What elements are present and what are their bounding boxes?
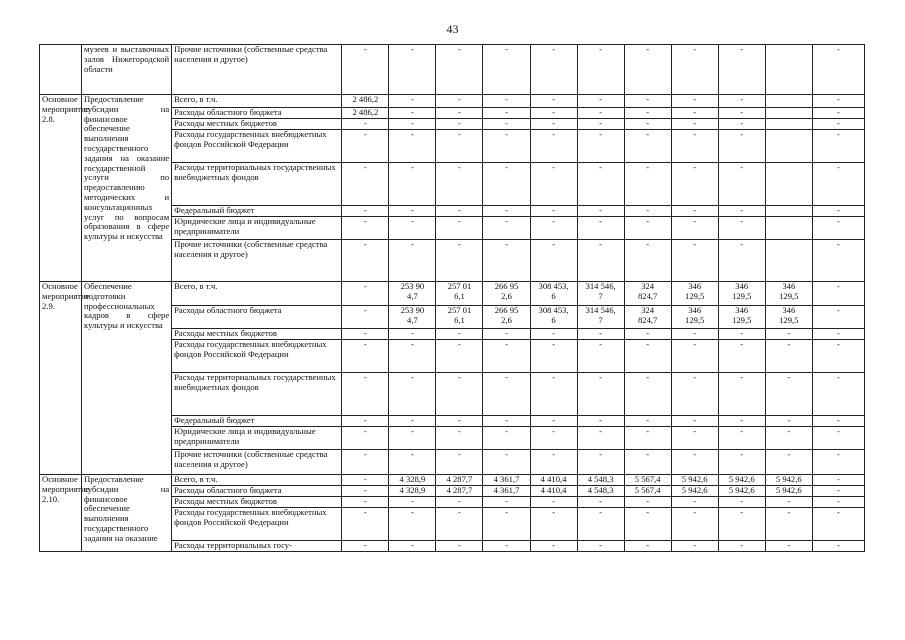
value-cell: - xyxy=(483,450,530,475)
value-cell: - xyxy=(765,373,812,416)
value-cell: - xyxy=(624,497,671,508)
value-cell: 4 361,7 xyxy=(483,486,530,497)
value-cell: - xyxy=(530,497,577,508)
value-cell: - xyxy=(765,329,812,340)
value-cell: - xyxy=(436,497,483,508)
value-cell: 5 942,6 xyxy=(671,486,718,497)
funding-source-cell: Расходы территориальных государственных внебюджетных фондов xyxy=(172,373,342,416)
value-cell: - xyxy=(718,95,765,108)
value-cell: - xyxy=(624,130,671,163)
value-cell: - xyxy=(671,217,718,240)
value-cell: - xyxy=(765,508,812,541)
funding-source-cell: Всего, в т.ч. xyxy=(172,95,342,108)
table-row xyxy=(40,475,865,486)
value-cell: - xyxy=(718,163,765,206)
value-cell: - xyxy=(718,508,765,541)
value-cell: - xyxy=(765,541,812,552)
measure-name-cell: Обеспечение подготовки профессиональных кадров в сфере культуры и искусства xyxy=(82,282,172,475)
value-cell: - xyxy=(483,217,530,240)
value-cell: 346 129,5 xyxy=(765,282,812,306)
value-cell: - xyxy=(483,163,530,206)
value-cell: - xyxy=(530,329,577,340)
value-cell: - xyxy=(812,206,864,217)
value-cell: - xyxy=(718,240,765,282)
value-cell: - xyxy=(389,240,436,282)
value-cell: 4 361,7 xyxy=(483,475,530,486)
value-cell: - xyxy=(389,508,436,541)
value-cell: - xyxy=(812,45,864,95)
value-cell: - xyxy=(342,373,389,416)
value-cell: - xyxy=(812,163,864,206)
funding-source-cell: Расходы местных бюджетов xyxy=(172,497,342,508)
value-cell: - xyxy=(342,163,389,206)
value-cell: 346 129,5 xyxy=(718,306,765,329)
value-cell: - xyxy=(483,119,530,130)
value-cell: - xyxy=(342,329,389,340)
funding-source-cell: Расходы государственных внебюджетных фондов Российской Федерации xyxy=(172,340,342,373)
value-cell: - xyxy=(389,329,436,340)
value-cell: - xyxy=(812,240,864,282)
value-cell: 324 824,7 xyxy=(624,306,671,329)
value-cell: - xyxy=(812,130,864,163)
activity-cell xyxy=(40,45,82,95)
value-cell: - xyxy=(671,119,718,130)
value-cell: - xyxy=(389,416,436,427)
value-cell: - xyxy=(342,427,389,450)
value-cell: - xyxy=(765,497,812,508)
value-cell: - xyxy=(812,108,864,119)
value-cell: - xyxy=(342,206,389,217)
value-cell: - xyxy=(436,541,483,552)
funding-source-cell: Расходы государственных внебюджетных фондов Российской Федерации xyxy=(172,508,342,541)
value-cell: - xyxy=(389,45,436,95)
value-cell: - xyxy=(530,206,577,217)
value-cell: - xyxy=(671,373,718,416)
value-cell xyxy=(765,217,812,240)
value-cell: - xyxy=(530,450,577,475)
value-cell: - xyxy=(530,373,577,416)
value-cell: - xyxy=(624,206,671,217)
value-cell: - xyxy=(342,240,389,282)
value-cell: - xyxy=(530,130,577,163)
funding-source-cell: Всего, в т.ч. xyxy=(172,282,342,306)
value-cell: - xyxy=(436,450,483,475)
funding-source-cell: Расходы территориальных государственных внебюджетных фондов xyxy=(172,163,342,206)
value-cell: - xyxy=(436,206,483,217)
value-cell: 346 129,5 xyxy=(671,306,718,329)
value-cell: - xyxy=(342,45,389,95)
value-cell: 5 567,4 xyxy=(624,486,671,497)
value-cell: - xyxy=(436,508,483,541)
value-cell: - xyxy=(577,541,624,552)
value-cell xyxy=(765,130,812,163)
value-cell: - xyxy=(389,450,436,475)
value-cell: - xyxy=(389,340,436,373)
value-cell: - xyxy=(530,108,577,119)
value-cell: - xyxy=(577,163,624,206)
value-cell: 346 129,5 xyxy=(765,306,812,329)
value-cell: - xyxy=(812,541,864,552)
value-cell: - xyxy=(436,416,483,427)
value-cell: - xyxy=(765,340,812,373)
value-cell: - xyxy=(577,119,624,130)
value-cell: 308 453, 6 xyxy=(530,306,577,329)
value-cell: 4 287,7 xyxy=(436,486,483,497)
value-cell: 308 453, 6 xyxy=(530,282,577,306)
value-cell: - xyxy=(436,240,483,282)
value-cell: - xyxy=(624,340,671,373)
value-cell: - xyxy=(671,95,718,108)
value-cell: - xyxy=(530,240,577,282)
value-cell: 324 824,7 xyxy=(624,282,671,306)
value-cell: - xyxy=(718,119,765,130)
funding-source-cell: Федеральный бюджет xyxy=(172,206,342,217)
value-cell: - xyxy=(812,450,864,475)
value-cell: - xyxy=(483,373,530,416)
value-cell: 257 01 6,1 xyxy=(436,282,483,306)
value-cell: - xyxy=(577,95,624,108)
value-cell: 4 410,4 xyxy=(530,475,577,486)
value-cell: - xyxy=(483,130,530,163)
value-cell: - xyxy=(530,340,577,373)
funding-source-cell: Расходы местных бюджетов xyxy=(172,329,342,340)
value-cell: - xyxy=(342,306,389,329)
value-cell: - xyxy=(389,163,436,206)
value-cell: - xyxy=(624,240,671,282)
value-cell: - xyxy=(812,282,864,306)
value-cell: - xyxy=(671,130,718,163)
value-cell: - xyxy=(342,282,389,306)
value-cell: 266 95 2,6 xyxy=(483,282,530,306)
value-cell: - xyxy=(577,329,624,340)
value-cell: 5 567,4 xyxy=(624,475,671,486)
value-cell: - xyxy=(483,108,530,119)
value-cell: - xyxy=(671,163,718,206)
value-cell: - xyxy=(436,329,483,340)
value-cell: - xyxy=(530,95,577,108)
value-cell: 314 546, 7 xyxy=(577,282,624,306)
value-cell: - xyxy=(671,206,718,217)
value-cell: - xyxy=(718,130,765,163)
value-cell: - xyxy=(812,416,864,427)
value-cell: - xyxy=(436,340,483,373)
value-cell: - xyxy=(342,475,389,486)
value-cell: - xyxy=(812,329,864,340)
table-row xyxy=(40,95,865,108)
funding-source-cell: Всего, в т.ч. xyxy=(172,475,342,486)
value-cell: - xyxy=(718,340,765,373)
value-cell: 2 486,2 xyxy=(342,95,389,108)
value-cell: - xyxy=(671,497,718,508)
value-cell: - xyxy=(530,508,577,541)
value-cell: - xyxy=(577,206,624,217)
table-row xyxy=(40,282,865,306)
value-cell: - xyxy=(483,95,530,108)
value-cell: - xyxy=(436,130,483,163)
value-cell: 4 328,9 xyxy=(389,475,436,486)
value-cell: - xyxy=(765,427,812,450)
value-cell: - xyxy=(624,329,671,340)
funding-source-cell: Федеральный бюджет xyxy=(172,416,342,427)
value-cell: - xyxy=(436,95,483,108)
value-cell: - xyxy=(812,475,864,486)
activity-cell: Основное мероприятие 2.10. xyxy=(40,475,82,552)
value-cell: - xyxy=(389,119,436,130)
value-cell: - xyxy=(577,130,624,163)
value-cell xyxy=(765,240,812,282)
value-cell: - xyxy=(389,206,436,217)
value-cell: - xyxy=(530,541,577,552)
value-cell: - xyxy=(812,373,864,416)
value-cell: - xyxy=(577,427,624,450)
value-cell: - xyxy=(342,130,389,163)
value-cell: 5 942,6 xyxy=(671,475,718,486)
value-cell: - xyxy=(718,373,765,416)
value-cell xyxy=(765,163,812,206)
value-cell: - xyxy=(718,450,765,475)
funding-source-cell: Юридические лица и индивидуальные предприниматели xyxy=(172,217,342,240)
value-cell: - xyxy=(812,217,864,240)
value-cell: - xyxy=(671,427,718,450)
value-cell: - xyxy=(812,508,864,541)
value-cell: - xyxy=(530,119,577,130)
value-cell: - xyxy=(624,217,671,240)
funding-source-cell: Расходы областного бюджета xyxy=(172,486,342,497)
value-cell: - xyxy=(671,508,718,541)
value-cell: - xyxy=(342,450,389,475)
value-cell: - xyxy=(577,45,624,95)
value-cell: - xyxy=(812,486,864,497)
value-cell: - xyxy=(624,163,671,206)
value-cell: - xyxy=(389,427,436,450)
value-cell: - xyxy=(671,340,718,373)
value-cell xyxy=(765,206,812,217)
value-cell: - xyxy=(624,45,671,95)
value-cell: - xyxy=(342,508,389,541)
value-cell: - xyxy=(530,427,577,450)
value-cell: - xyxy=(812,497,864,508)
value-cell: - xyxy=(483,240,530,282)
value-cell xyxy=(765,45,812,95)
value-cell: - xyxy=(718,427,765,450)
value-cell: - xyxy=(718,329,765,340)
value-cell: 4 287,7 xyxy=(436,475,483,486)
value-cell: - xyxy=(577,497,624,508)
value-cell: 4 328,9 xyxy=(389,486,436,497)
value-cell: 4 548,3 xyxy=(577,475,624,486)
value-cell: 253 90 4,7 xyxy=(389,282,436,306)
value-cell: - xyxy=(624,541,671,552)
value-cell: - xyxy=(624,119,671,130)
value-cell: - xyxy=(389,497,436,508)
page-number: 43 xyxy=(446,22,459,36)
value-cell: 253 90 4,7 xyxy=(389,306,436,329)
value-cell: - xyxy=(812,340,864,373)
value-cell: 5 942,6 xyxy=(765,475,812,486)
value-cell: - xyxy=(436,108,483,119)
value-cell: - xyxy=(483,416,530,427)
value-cell: - xyxy=(483,45,530,95)
value-cell: - xyxy=(624,95,671,108)
measure-name-cell: музеев и выставочных залов Нижегородской области xyxy=(82,45,172,95)
value-cell: - xyxy=(577,217,624,240)
value-cell: - xyxy=(483,206,530,217)
value-cell: - xyxy=(342,416,389,427)
value-cell: - xyxy=(718,541,765,552)
funding-source-cell: Расходы территориальных госу- xyxy=(172,541,342,552)
value-cell: - xyxy=(530,45,577,95)
value-cell: 346 129,5 xyxy=(718,282,765,306)
value-cell: - xyxy=(718,206,765,217)
value-cell: - xyxy=(812,95,864,108)
funding-source-cell: Расходы государственных внебюджетных фондов Российской Федерации xyxy=(172,130,342,163)
value-cell: 5 942,6 xyxy=(765,486,812,497)
value-cell: - xyxy=(436,217,483,240)
value-cell: - xyxy=(436,119,483,130)
value-cell: - xyxy=(389,541,436,552)
value-cell: - xyxy=(342,486,389,497)
value-cell: - xyxy=(389,130,436,163)
activity-cell: Основное мероприятие 2.9. xyxy=(40,282,82,475)
value-cell: 266 95 2,6 xyxy=(483,306,530,329)
value-cell: - xyxy=(436,427,483,450)
value-cell: - xyxy=(483,329,530,340)
value-cell: 5 942,6 xyxy=(718,486,765,497)
value-cell: - xyxy=(718,108,765,119)
value-cell: - xyxy=(624,373,671,416)
value-cell: - xyxy=(483,541,530,552)
value-cell: 4 548,3 xyxy=(577,486,624,497)
value-cell: - xyxy=(718,217,765,240)
value-cell xyxy=(765,119,812,130)
value-cell: - xyxy=(342,497,389,508)
activity-cell: Основное мероприятие 2.8. xyxy=(40,95,82,282)
value-cell: - xyxy=(577,508,624,541)
measure-name-cell: Предоставление субсидии на финансовое обеспечение выполнения государственного задания на оказание государственной услуги по предоставлению методических и консультационных услуг по вопросам образования в сфере культуры и искусства xyxy=(82,95,172,282)
value-cell: - xyxy=(530,217,577,240)
value-cell: - xyxy=(342,217,389,240)
value-cell: - xyxy=(389,217,436,240)
value-cell: - xyxy=(436,163,483,206)
value-cell: - xyxy=(389,108,436,119)
value-cell: - xyxy=(577,373,624,416)
funding-source-cell: Прочие источники (собственные средства населения и другое) xyxy=(172,45,342,95)
value-cell: - xyxy=(530,416,577,427)
value-cell: - xyxy=(671,45,718,95)
value-cell: - xyxy=(812,306,864,329)
value-cell: - xyxy=(718,497,765,508)
value-cell: - xyxy=(718,45,765,95)
value-cell: - xyxy=(483,340,530,373)
value-cell: - xyxy=(671,416,718,427)
value-cell: 4 410,4 xyxy=(530,486,577,497)
value-cell: - xyxy=(671,541,718,552)
value-cell: - xyxy=(577,240,624,282)
value-cell: - xyxy=(624,108,671,119)
value-cell: - xyxy=(577,108,624,119)
funding-source-cell: Прочие источники (собственные средства населения и другое) xyxy=(172,450,342,475)
value-cell: - xyxy=(483,508,530,541)
value-cell: 314 546, 7 xyxy=(577,306,624,329)
value-cell: - xyxy=(436,373,483,416)
value-cell: - xyxy=(624,450,671,475)
value-cell: - xyxy=(436,45,483,95)
budget-table xyxy=(39,44,865,552)
value-cell: - xyxy=(342,119,389,130)
value-cell: - xyxy=(342,340,389,373)
measure-name-cell: Предоставление субсидии на финансовое обеспечение выполнения государственного задания на оказание xyxy=(82,475,172,552)
value-cell: - xyxy=(671,450,718,475)
value-cell: - xyxy=(389,95,436,108)
value-cell: - xyxy=(624,416,671,427)
value-cell: - xyxy=(624,427,671,450)
value-cell: - xyxy=(671,240,718,282)
value-cell: - xyxy=(624,508,671,541)
value-cell: - xyxy=(671,329,718,340)
funding-source-cell: Прочие источники (собственные средства населения и другое) xyxy=(172,240,342,282)
value-cell: - xyxy=(530,163,577,206)
value-cell: - xyxy=(718,416,765,427)
value-cell: - xyxy=(483,427,530,450)
value-cell: - xyxy=(765,450,812,475)
value-cell: - xyxy=(577,340,624,373)
value-cell xyxy=(765,95,812,108)
value-cell: - xyxy=(765,416,812,427)
value-cell: - xyxy=(671,108,718,119)
funding-source-cell: Расходы областного бюджета xyxy=(172,306,342,329)
value-cell: - xyxy=(812,119,864,130)
value-cell: - xyxy=(389,373,436,416)
value-cell: 5 942,6 xyxy=(718,475,765,486)
value-cell: - xyxy=(577,450,624,475)
value-cell: - xyxy=(342,541,389,552)
value-cell: - xyxy=(483,497,530,508)
value-cell xyxy=(765,108,812,119)
value-cell: - xyxy=(577,416,624,427)
funding-source-cell: Юридические лица и индивидуальные предприниматели xyxy=(172,427,342,450)
value-cell: - xyxy=(812,427,864,450)
value-cell: 257 01 6,1 xyxy=(436,306,483,329)
table-row xyxy=(40,45,865,95)
value-cell: 2 486,2 xyxy=(342,108,389,119)
funding-source-cell: Расходы областного бюджета xyxy=(172,108,342,119)
funding-source-cell: Расходы местных бюджетов xyxy=(172,119,342,130)
value-cell: 346 129,5 xyxy=(671,282,718,306)
